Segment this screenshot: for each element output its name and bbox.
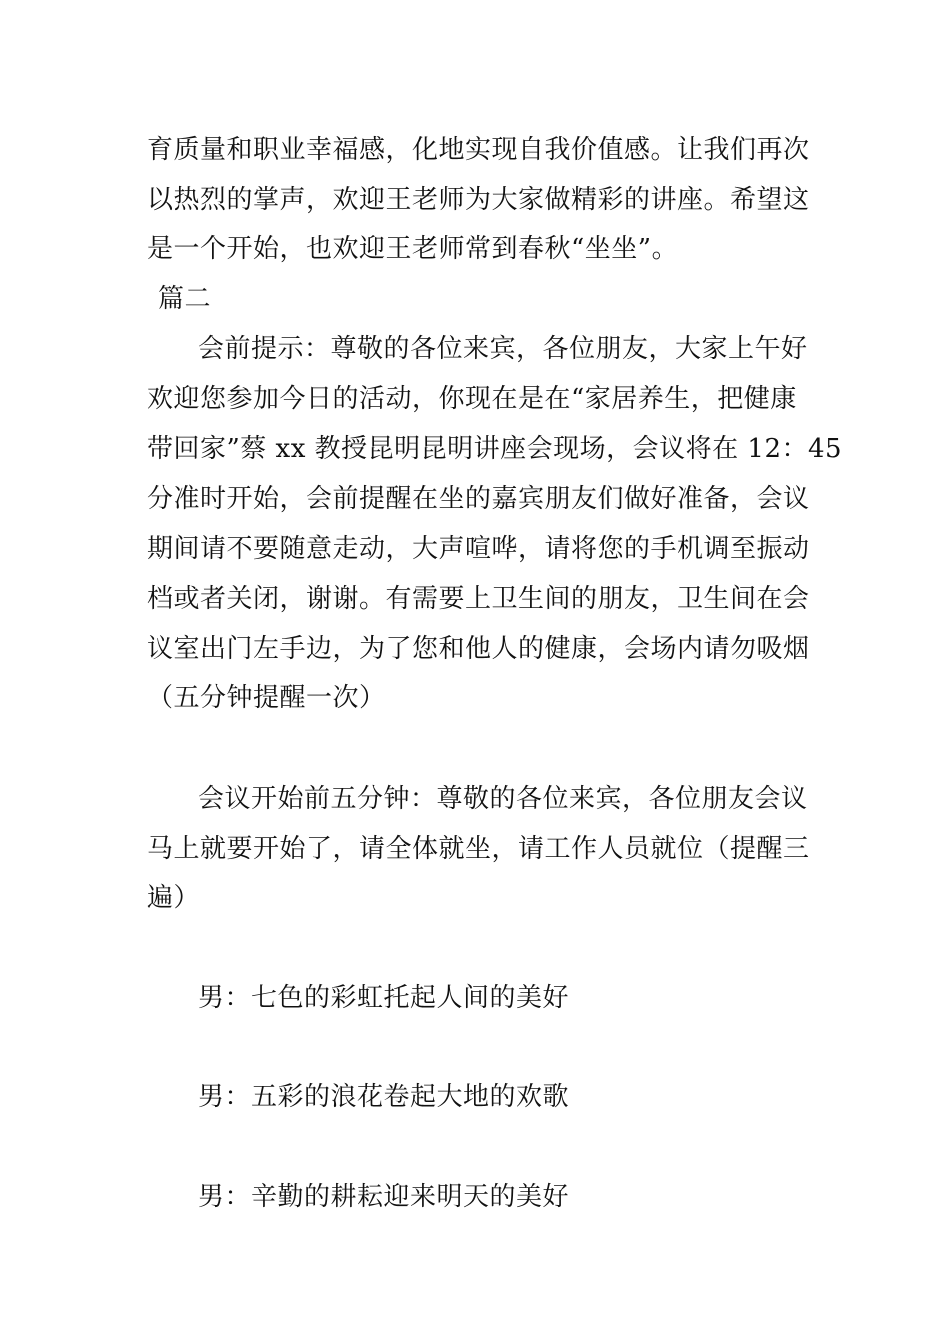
paragraph-line: 是一个开始，也欢迎王老师常到春秋“坐坐”。 [147, 234, 679, 264]
paragraph-line: 带回家”蔡 xx 教授昆明昆明讲座会现场，会议将在 12：45 [147, 434, 843, 464]
paragraph-line: 会议开始前五分钟：尊敬的各位来宾，各位朋友会议 [198, 784, 808, 814]
paragraph-line: 遍） [147, 883, 201, 913]
paragraph-line: 欢迎您参加今日的活动，你现在是在“家居养生，把健康 [147, 384, 797, 414]
script-line: 男：辛勤的耕耘迎来明天的美好 [198, 1182, 570, 1212]
script-line: 男：七色的彩虹托起人间的美好 [198, 983, 570, 1013]
paragraph-line: 育质量和职业幸福感，化地实现自我价值感。让我们再次 [147, 135, 810, 165]
paragraph-line: 马上就要开始了，请全体就坐，请工作人员就位（提醒三 [147, 834, 810, 864]
paragraph-line: 会前提示：尊敬的各位来宾，各位朋友，大家上午好 [198, 334, 808, 364]
section-heading: 篇二 [158, 284, 212, 314]
paragraph-line: （五分钟提醒一次） [147, 683, 386, 713]
paragraph-line: 议室出门左手边，为了您和他人的健康，会场内请勿吸烟 [147, 634, 810, 664]
script-line: 男：五彩的浪花卷起大地的欢歌 [198, 1082, 570, 1112]
paragraph-line: 分准时开始，会前提醒在坐的嘉宾朋友们做好准备，会议 [147, 484, 810, 514]
paragraph-line: 以热烈的掌声，欢迎王老师为大家做精彩的讲座。希望这 [147, 185, 810, 215]
paragraph-line: 期间请不要随意走动，大声喧哗，请将您的手机调至振动 [147, 534, 810, 564]
paragraph-line: 档或者关闭，谢谢。有需要上卫生间的朋友，卫生间在会 [147, 584, 810, 614]
